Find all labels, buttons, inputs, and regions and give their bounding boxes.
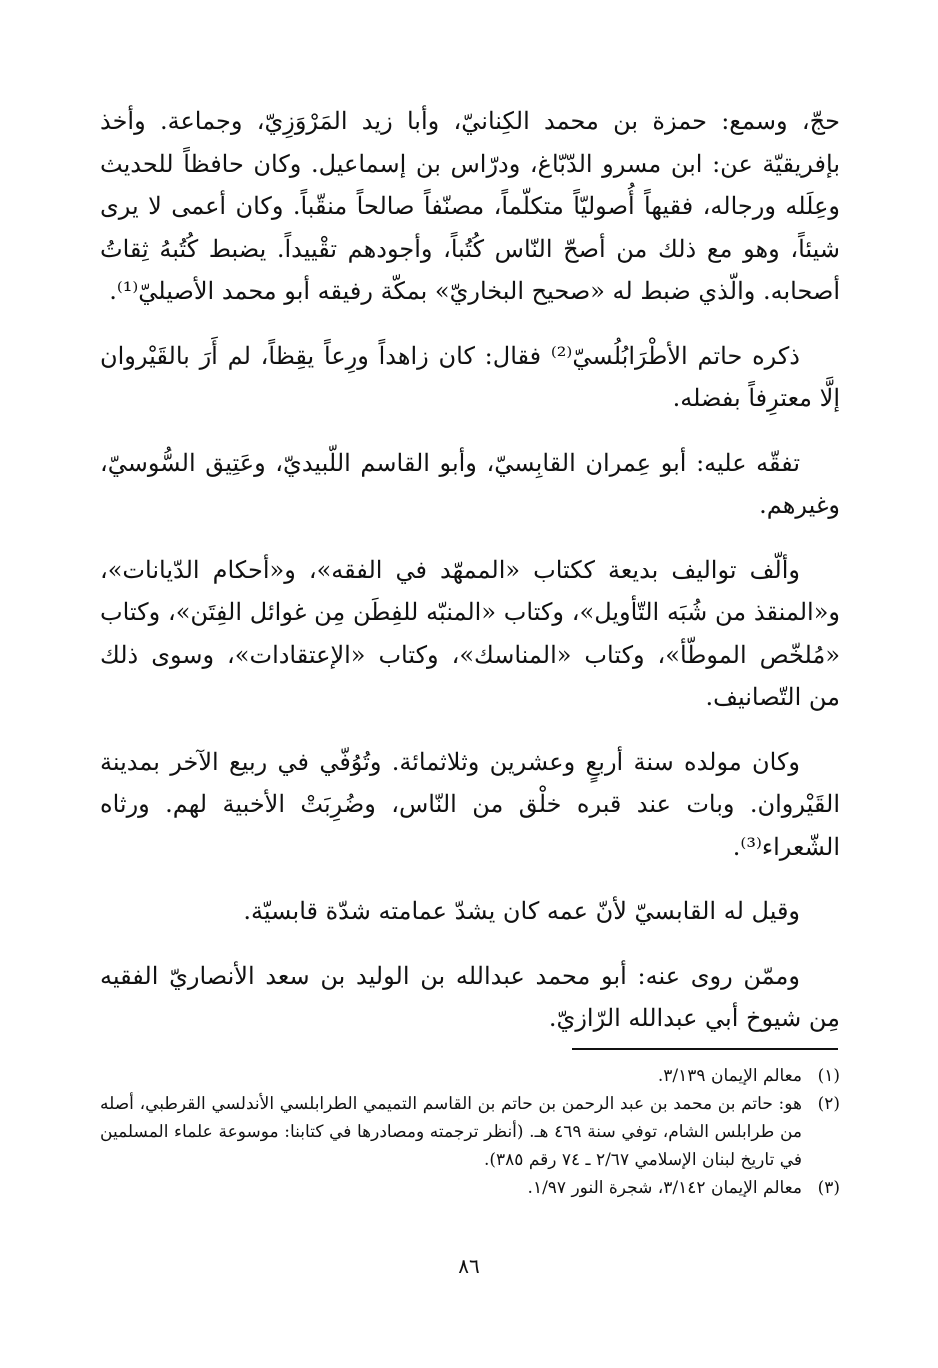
page-body: [100, 100, 840, 1062]
footnote-text: هو: حاتم بن محمد بن عبد الرحمن بن حاتم بن القاسم التميمي الطرابلسي الأندلسي القرطبي، أصله من طرابلس الشام، توفي سنة ٤٦٩ هـ. (أنظر ترجمته ومصادرها في كتابنا: موسوعة علماء المسلمين في تاريخ لبنان الإسلامي ٢/٦٧ ـ ٧٤ رقم ٣٨٥).: [100, 1094, 802, 1170]
footnote-2: [100, 1090, 840, 1174]
paragraph-1: حجّ، وسمع: حمزة بن محمد الكِنانيّ، وأبا زيد المَرْوَزِيّ، وجماعة. وأخذ بإفريقيّة عن: ابن مسرو الدّبّاغ، ودرّاس بن إسماعيل. وكان حافظاً للحديث وعِلَله ورجاله، فقيهاً أُصوليّاً متكلّماً، مصنّفاً صالحاً منقّباً. وكان أعمى لا يرى شيئاً، وهو مع ذلك من أصحّ النّاس كُتُباً، وأجودهم تقْييداً. يضبط كُتُبهُ ثِقاتُ أصحابه. والّذي ضبط له «صحيح البخاريّ» بمكّة رفيقه أبو محمد الأصيليّ⁽¹⁾.: [100, 107, 840, 305]
paragraph-2: ذكره حاتم الأطْرَابُلُسيّ⁽²⁾ فقال: كان زاهداً ورِعاً يقِظاً، لم أَرَ بالقَيْروان إلَّا معترِفاً بفضله.: [100, 341, 840, 412]
footnote-number: (١): [817, 1066, 840, 1086]
footnote-number: (٢): [817, 1094, 840, 1114]
footnote-1: [100, 1062, 840, 1090]
paragraph-7: وممّن روى عنه: أبو محمد عبدالله بن الوليد بن سعد الأنصاريّ الفقيه مِن شيوخ أبي عبدالله الرّازيّ.: [100, 961, 840, 1032]
page-number: ٨٦: [458, 1254, 480, 1278]
footnote-divider: [572, 1048, 838, 1050]
paragraph-6: وقيل له القابسيّ لأنّ عمه كان يشدّ عمامته شدّة قابسيّة.: [243, 897, 800, 925]
footnotes: [100, 1062, 840, 1202]
footnote-text: معالم الإيمان ٣/١٣٩.: [657, 1066, 802, 1086]
footnote-3: [100, 1174, 840, 1202]
footnote-text: معالم الإيمان ٣/١٤٢، شجرة النور ١/٩٧.: [527, 1178, 802, 1198]
footnote-number: (٣): [817, 1178, 840, 1198]
paragraph-4: وألّف تواليف بديعة ككتاب «الممهّد في الفقه»، و«أحكام الدّيانات»، و«المنقذ من شُبَه التّأويل»، وكتاب «المنبّه للفِطَن مِن غوائل الفِتَن»، وكتاب «مُلخّص الموطّأ»، وكتاب «المناسك»، وكتاب «الإعتقادات»، وسوى ذلك من التّصانيف.: [100, 555, 840, 711]
paragraph-3: تفقّه عليه: أبو عِمران القابِسيّ، وأبو القاسم اللّبيديّ، وعَتِيق السُّوسيّ، وغيرهم.: [100, 448, 840, 519]
paragraph-5: وكان مولده سنة أربعٍ وعشرين وثلاثمائة. وتُوُفّي في ربيع الآخر بمدينة القَيْروان. وبات عند قبره خلْق من النّاس، وضُرِبَتْ الأخبية لهم. ورثاه الشّعراء⁽³⁾.: [100, 747, 840, 861]
